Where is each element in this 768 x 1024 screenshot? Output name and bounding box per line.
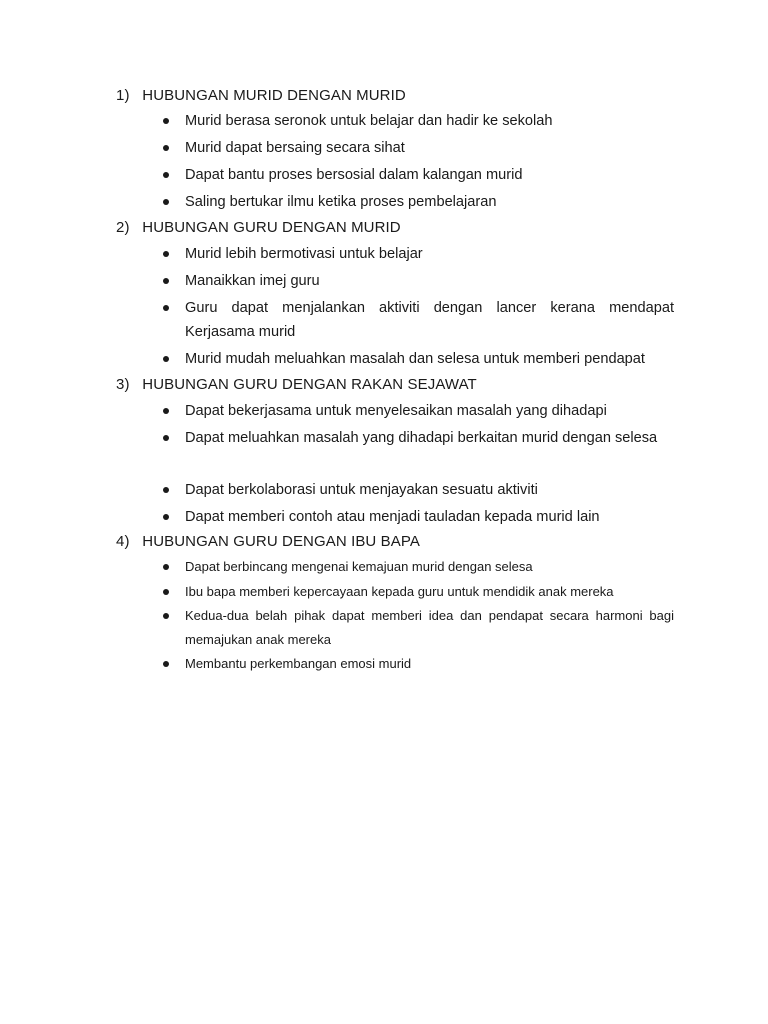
list-item-text: Murid berasa seronok untuk belajar dan hadir ke sekolah <box>185 113 553 129</box>
list-item <box>160 347 674 371</box>
list-item-text: Membantu perkembangan emosi murid <box>185 656 412 671</box>
section-4-title: HUBUNGAN GURU DENGAN IBU BAPA <box>142 533 420 550</box>
list-item-text: Guru dapat menjalankan aktiviti dengan lancer kerana mendapat Kerjasama murid <box>185 300 674 340</box>
section-1-number: 1) <box>116 87 130 104</box>
list-item-text: Dapat memberi contoh atau menjadi tauladan kepada murid lain <box>185 509 600 525</box>
list-item <box>160 399 674 423</box>
section-2-title: HUBUNGAN GURU DENGAN MURID <box>142 219 401 236</box>
list-item <box>160 190 674 214</box>
list-item-text: Murid lebih bermotivasi untuk belajar <box>185 246 423 262</box>
list-item-text: Dapat berkolaborasi untuk menjayakan sesuatu aktiviti <box>185 482 538 498</box>
list-item-text: Dapat meluahkan masalah yang dihadapi berkaitan murid dengan selesa <box>185 430 658 446</box>
list-item <box>160 652 674 676</box>
section-1-title: HUBUNGAN MURID DENGAN MURID <box>142 87 406 104</box>
list-item-text: Ibu bapa memberi kepercayaan kepada guru untuk mendidik anak mereka <box>185 584 614 599</box>
list-item <box>160 296 674 344</box>
list-item-text: Kedua-dua belah pihak dapat memberi idea dan pendapat secara harmoni bagi memajukan anak mereka <box>185 608 674 647</box>
list-item <box>160 242 674 266</box>
list-item-text: Dapat berbincang mengenai kemajuan murid dengan selesa <box>185 559 533 574</box>
list-item <box>160 478 674 502</box>
list-item-text: Dapat bantu proses bersosial dalam kalangan murid <box>185 167 523 183</box>
list-item <box>160 426 674 450</box>
list-item <box>160 604 674 652</box>
list-item <box>160 555 674 579</box>
list-item-text: Murid mudah meluahkan masalah dan selesa untuk memberi pendapat <box>185 351 645 367</box>
section-2-number: 2) <box>116 219 130 236</box>
section-4-heading <box>116 533 420 551</box>
section-1-heading <box>116 87 406 105</box>
list-item-text: Manaikkan imej guru <box>185 273 320 289</box>
list-item-text: Murid dapat bersaing secara sihat <box>185 140 405 156</box>
list-item <box>160 109 674 133</box>
list-item-text: Saling bertukar ilmu ketika proses pembelajaran <box>185 194 497 210</box>
list-item <box>160 269 674 293</box>
section-4-number: 4) <box>116 533 130 550</box>
list-item <box>160 505 674 529</box>
list-item-text: Dapat bekerjasama untuk menyelesaikan masalah yang dihadapi <box>185 403 607 419</box>
section-3-heading <box>116 376 477 394</box>
list-item <box>160 163 674 187</box>
list-item <box>160 136 674 160</box>
list-item <box>160 580 674 604</box>
section-3-title: HUBUNGAN GURU DENGAN RAKAN SEJAWAT <box>142 376 477 393</box>
section-3-number: 3) <box>116 376 130 393</box>
section-2-heading <box>116 219 401 237</box>
